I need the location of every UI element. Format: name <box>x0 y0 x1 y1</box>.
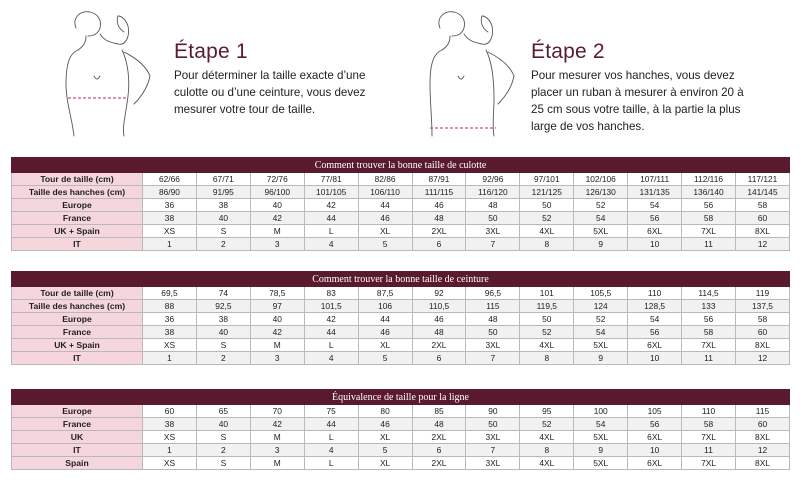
row-label: Spain <box>12 457 143 470</box>
table-cell: XS <box>143 339 197 352</box>
table-cell: 58 <box>682 326 736 339</box>
table-cell: 50 <box>466 418 520 431</box>
table-cell: 7XL <box>682 339 736 352</box>
table-cell: 77/81 <box>304 173 358 186</box>
table-cell: 110,5 <box>412 300 466 313</box>
row-label: Europe <box>12 199 143 212</box>
row-label: Europe <box>12 405 143 418</box>
table-cell: 42 <box>250 326 304 339</box>
table-cell: 54 <box>628 313 682 326</box>
table-cell: 4 <box>304 238 358 251</box>
table-cell: 56 <box>628 418 682 431</box>
table-row <box>12 352 790 365</box>
table-cell: 5XL <box>574 225 628 238</box>
table-cell: 101/105 <box>304 186 358 199</box>
table-cell: XS <box>143 225 197 238</box>
table-cell: 58 <box>735 313 789 326</box>
table-cell: 3 <box>250 444 304 457</box>
table-cell: 48 <box>412 326 466 339</box>
table-title: Équivalence de taille pour la ligne <box>12 390 790 405</box>
table-cell: 82/86 <box>358 173 412 186</box>
table-cell: 54 <box>574 418 628 431</box>
table-cell: 87,5 <box>358 287 412 300</box>
table-cell: 46 <box>358 326 412 339</box>
table-row <box>12 431 790 444</box>
table-cell: 50 <box>466 212 520 225</box>
table-cell: 91/95 <box>196 186 250 199</box>
table-cell: 2XL <box>412 339 466 352</box>
row-label: Tour de taille (cm) <box>12 173 143 186</box>
table-cell: 3XL <box>466 225 520 238</box>
table-cell: 62/66 <box>143 173 197 186</box>
table-cell: 46 <box>358 418 412 431</box>
table-cell: 128,5 <box>628 300 682 313</box>
table-cell: 38 <box>143 212 197 225</box>
table-cell: 38 <box>143 418 197 431</box>
table-cell: 6 <box>412 352 466 365</box>
table-cell: 9 <box>574 444 628 457</box>
table-cell: 44 <box>304 212 358 225</box>
table-cell: 80 <box>358 405 412 418</box>
table-cell: 2 <box>196 352 250 365</box>
table-cell: 11 <box>682 444 736 457</box>
table-cell: 54 <box>628 199 682 212</box>
table-cell: 4XL <box>520 457 574 470</box>
row-label: UK + Spain <box>12 225 143 238</box>
table-cell: 106/110 <box>358 186 412 199</box>
table-cell: 5 <box>358 238 412 251</box>
table-cell: XS <box>143 431 197 444</box>
table-cell: 48 <box>412 418 466 431</box>
table-cell: 60 <box>735 326 789 339</box>
table-cell: 126/130 <box>574 186 628 199</box>
table-cell: 6 <box>412 238 466 251</box>
table-cell: 105,5 <box>574 287 628 300</box>
table-cell: 6XL <box>628 457 682 470</box>
table-cell: 44 <box>304 418 358 431</box>
row-label: IT <box>12 352 143 365</box>
table-row <box>12 405 790 418</box>
table-cell: 36 <box>143 313 197 326</box>
table-cell: 10 <box>628 352 682 365</box>
row-label: Tour de taille (cm) <box>12 287 143 300</box>
table-cell: 7 <box>466 444 520 457</box>
table-cell: 42 <box>304 199 358 212</box>
table-cell: 4XL <box>520 431 574 444</box>
table-row <box>12 418 790 431</box>
table-cell: M <box>250 431 304 444</box>
table-cell: 12 <box>735 238 789 251</box>
table-cell: 4 <box>304 444 358 457</box>
table-cell: 38 <box>196 313 250 326</box>
table-cell: 52 <box>520 212 574 225</box>
step-1-line: Pour déterminer la taille exacte d’une <box>174 69 366 82</box>
table-cell: 8XL <box>735 225 789 238</box>
table-cell: 72/76 <box>250 173 304 186</box>
table-cell: 40 <box>250 313 304 326</box>
table-cell: 65 <box>196 405 250 418</box>
table-cell: 101,5 <box>304 300 358 313</box>
table-cell: XL <box>358 457 412 470</box>
table-cell: 105 <box>628 405 682 418</box>
table-cell: S <box>196 225 250 238</box>
table-cell: 110 <box>628 287 682 300</box>
table-cell: 8 <box>520 444 574 457</box>
table-cell: 92/96 <box>466 173 520 186</box>
table-cell: 7 <box>466 352 520 365</box>
table-cell: 102/106 <box>574 173 628 186</box>
table-cell: 40 <box>250 199 304 212</box>
table-cell: 8 <box>520 238 574 251</box>
table-cell: 6XL <box>628 431 682 444</box>
step-2-text <box>531 67 744 135</box>
table-cell: 4 <box>304 352 358 365</box>
table-cell: 42 <box>304 313 358 326</box>
table-cell: XL <box>358 339 412 352</box>
waist-measure-illustration <box>38 6 163 138</box>
table-cell: 95 <box>520 405 574 418</box>
table-cell: S <box>196 431 250 444</box>
row-label: Taille des hanches (cm) <box>12 300 143 313</box>
table-cell: 117/121 <box>735 173 789 186</box>
table-row <box>12 238 790 251</box>
table-cell: 52 <box>574 199 628 212</box>
table-cell: 58 <box>682 212 736 225</box>
table-cell: 2 <box>196 444 250 457</box>
table-cell: 8XL <box>735 457 789 470</box>
table-cell: 3 <box>250 352 304 365</box>
table-cell: 42 <box>250 212 304 225</box>
row-label: Europe <box>12 313 143 326</box>
table-cell: 136/140 <box>682 186 736 199</box>
table-cell: L <box>304 457 358 470</box>
table-cell: 40 <box>196 212 250 225</box>
table-row <box>12 457 790 470</box>
table-cell: 11 <box>682 238 736 251</box>
table-row <box>12 300 790 313</box>
table-cell: 141/145 <box>735 186 789 199</box>
table-cell: S <box>196 457 250 470</box>
table-cell: 5 <box>358 444 412 457</box>
table-title: Comment trouver la bonne taille de ceinture <box>12 272 790 287</box>
row-label: France <box>12 212 143 225</box>
step-1-line: mesurer votre tour de taille. <box>174 103 316 116</box>
table-cell: 44 <box>358 313 412 326</box>
table-cell: 11 <box>682 352 736 365</box>
table-cell: 110 <box>682 405 736 418</box>
table-cell: 74 <box>196 287 250 300</box>
table-cell: 10 <box>628 444 682 457</box>
table-row <box>12 444 790 457</box>
hip-measure-illustration <box>402 6 527 138</box>
table-cell: 124 <box>574 300 628 313</box>
table-cell: 5XL <box>574 339 628 352</box>
table-cell: L <box>304 339 358 352</box>
table-cell: 2XL <box>412 431 466 444</box>
row-label: France <box>12 418 143 431</box>
row-label: France <box>12 326 143 339</box>
table-cell: 2 <box>196 238 250 251</box>
table-cell: 3XL <box>466 339 520 352</box>
table-cell: 3XL <box>466 431 520 444</box>
table-cell: 111/115 <box>412 186 466 199</box>
table-cell: 137,5 <box>735 300 789 313</box>
table-cell: 58 <box>735 199 789 212</box>
table-cell: 92 <box>412 287 466 300</box>
step-2-title: Étape 2 <box>531 40 605 63</box>
table-cell: 56 <box>682 313 736 326</box>
step-2-line: large de vos hanches. <box>531 120 645 133</box>
table-cell: 58 <box>682 418 736 431</box>
table-row <box>12 186 790 199</box>
table-cell: 119 <box>735 287 789 300</box>
table-cell: 115 <box>735 405 789 418</box>
table-cell: 67/71 <box>196 173 250 186</box>
table-cell: 133 <box>682 300 736 313</box>
table-cell: 52 <box>574 313 628 326</box>
table-cell: 54 <box>574 326 628 339</box>
table-cell: 46 <box>412 199 466 212</box>
table-cell: 52 <box>520 418 574 431</box>
table-cell: 131/135 <box>628 186 682 199</box>
table-cell: 96,5 <box>466 287 520 300</box>
culotte-size-table <box>11 157 790 251</box>
table-cell: 112/116 <box>682 173 736 186</box>
belt-size-table <box>11 271 790 365</box>
row-label: UK + Spain <box>12 339 143 352</box>
table-cell: 38 <box>196 199 250 212</box>
table-cell: 7XL <box>682 457 736 470</box>
table-cell: 42 <box>250 418 304 431</box>
row-label: IT <box>12 444 143 457</box>
table-cell: 3 <box>250 238 304 251</box>
table-cell: 44 <box>358 199 412 212</box>
table-cell: 115 <box>466 300 520 313</box>
table-cell: M <box>250 339 304 352</box>
table-cell: 54 <box>574 212 628 225</box>
table-row <box>12 212 790 225</box>
table-cell: 8XL <box>735 339 789 352</box>
step-2-line: Pour mesurer vos hanches, vous devez <box>531 69 735 82</box>
table-row <box>12 326 790 339</box>
table-cell: 60 <box>735 212 789 225</box>
step-2-line: placer un ruban à mesurer à environ 20 à <box>531 86 744 99</box>
table-cell: 4XL <box>520 225 574 238</box>
table-cell: 46 <box>412 313 466 326</box>
table-cell: 75 <box>304 405 358 418</box>
table-cell: 97 <box>250 300 304 313</box>
table-cell: 90 <box>466 405 520 418</box>
table-cell: 1 <box>143 352 197 365</box>
table-cell: 5XL <box>574 431 628 444</box>
table-row <box>12 173 790 186</box>
table-cell: 116/120 <box>466 186 520 199</box>
row-label: IT <box>12 238 143 251</box>
table-cell: 52 <box>520 326 574 339</box>
row-label: UK <box>12 431 143 444</box>
table-cell: 6XL <box>628 339 682 352</box>
table-cell: 101 <box>520 287 574 300</box>
table-title: Comment trouver la bonne taille de culotte <box>12 158 790 173</box>
table-cell: 8XL <box>735 431 789 444</box>
table-cell: 85 <box>412 405 466 418</box>
step-1-title: Étape 1 <box>174 40 248 63</box>
table-row <box>12 225 790 238</box>
table-cell: 86/90 <box>143 186 197 199</box>
table-cell: M <box>250 225 304 238</box>
table-cell: 7 <box>466 238 520 251</box>
table-cell: 121/125 <box>520 186 574 199</box>
table-cell: 50 <box>520 313 574 326</box>
table-cell: 2XL <box>412 225 466 238</box>
table-cell: 5 <box>358 352 412 365</box>
step-1-text <box>174 67 365 118</box>
table-cell: 5XL <box>574 457 628 470</box>
table-cell: 83 <box>304 287 358 300</box>
table-cell: 9 <box>574 352 628 365</box>
step-2-line: 25 cm sous votre taille, à la partie la plus <box>531 103 741 116</box>
table-cell: 88 <box>143 300 197 313</box>
table-cell: 119,5 <box>520 300 574 313</box>
table-cell: L <box>304 225 358 238</box>
line-size-table <box>11 389 790 470</box>
table-cell: 78,5 <box>250 287 304 300</box>
table-cell: 114,5 <box>682 287 736 300</box>
table-cell: 60 <box>143 405 197 418</box>
table-cell: 56 <box>628 212 682 225</box>
table-cell: S <box>196 339 250 352</box>
row-label: Taille des hanches (cm) <box>12 186 143 199</box>
table-cell: 50 <box>520 199 574 212</box>
table-cell: 8 <box>520 352 574 365</box>
table-cell: 97/101 <box>520 173 574 186</box>
table-cell: 60 <box>735 418 789 431</box>
table-cell: 70 <box>250 405 304 418</box>
table-cell: 10 <box>628 238 682 251</box>
table-cell: 40 <box>196 326 250 339</box>
table-cell: 56 <box>628 326 682 339</box>
table-cell: 44 <box>304 326 358 339</box>
table-cell: 92,5 <box>196 300 250 313</box>
table-cell: XS <box>143 457 197 470</box>
table-cell: 87/91 <box>412 173 466 186</box>
table-cell: 9 <box>574 238 628 251</box>
table-cell: 7XL <box>682 225 736 238</box>
table-cell: 40 <box>196 418 250 431</box>
table-cell: 106 <box>358 300 412 313</box>
table-cell: 48 <box>466 199 520 212</box>
table-cell: 50 <box>466 326 520 339</box>
table-cell: 48 <box>466 313 520 326</box>
table-cell: 69,5 <box>143 287 197 300</box>
table-row <box>12 339 790 352</box>
table-cell: 1 <box>143 238 197 251</box>
table-cell: M <box>250 457 304 470</box>
table-cell: 36 <box>143 199 197 212</box>
table-cell: 56 <box>682 199 736 212</box>
table-cell: 2XL <box>412 457 466 470</box>
table-cell: 38 <box>143 326 197 339</box>
table-cell: 12 <box>735 444 789 457</box>
table-cell: XL <box>358 225 412 238</box>
table-cell: 96/100 <box>250 186 304 199</box>
table-cell: 107/111 <box>628 173 682 186</box>
table-cell: L <box>304 431 358 444</box>
table-cell: 6XL <box>628 225 682 238</box>
table-cell: 7XL <box>682 431 736 444</box>
table-cell: 3XL <box>466 457 520 470</box>
table-cell: 4XL <box>520 339 574 352</box>
table-cell: 46 <box>358 212 412 225</box>
table-cell: 1 <box>143 444 197 457</box>
step-1-line: culotte ou d’une ceinture, vous devez <box>174 86 366 99</box>
table-row <box>12 199 790 212</box>
table-cell: 100 <box>574 405 628 418</box>
table-row <box>12 287 790 300</box>
table-cell: 6 <box>412 444 466 457</box>
table-row <box>12 313 790 326</box>
table-cell: 12 <box>735 352 789 365</box>
table-cell: XL <box>358 431 412 444</box>
table-cell: 48 <box>412 212 466 225</box>
